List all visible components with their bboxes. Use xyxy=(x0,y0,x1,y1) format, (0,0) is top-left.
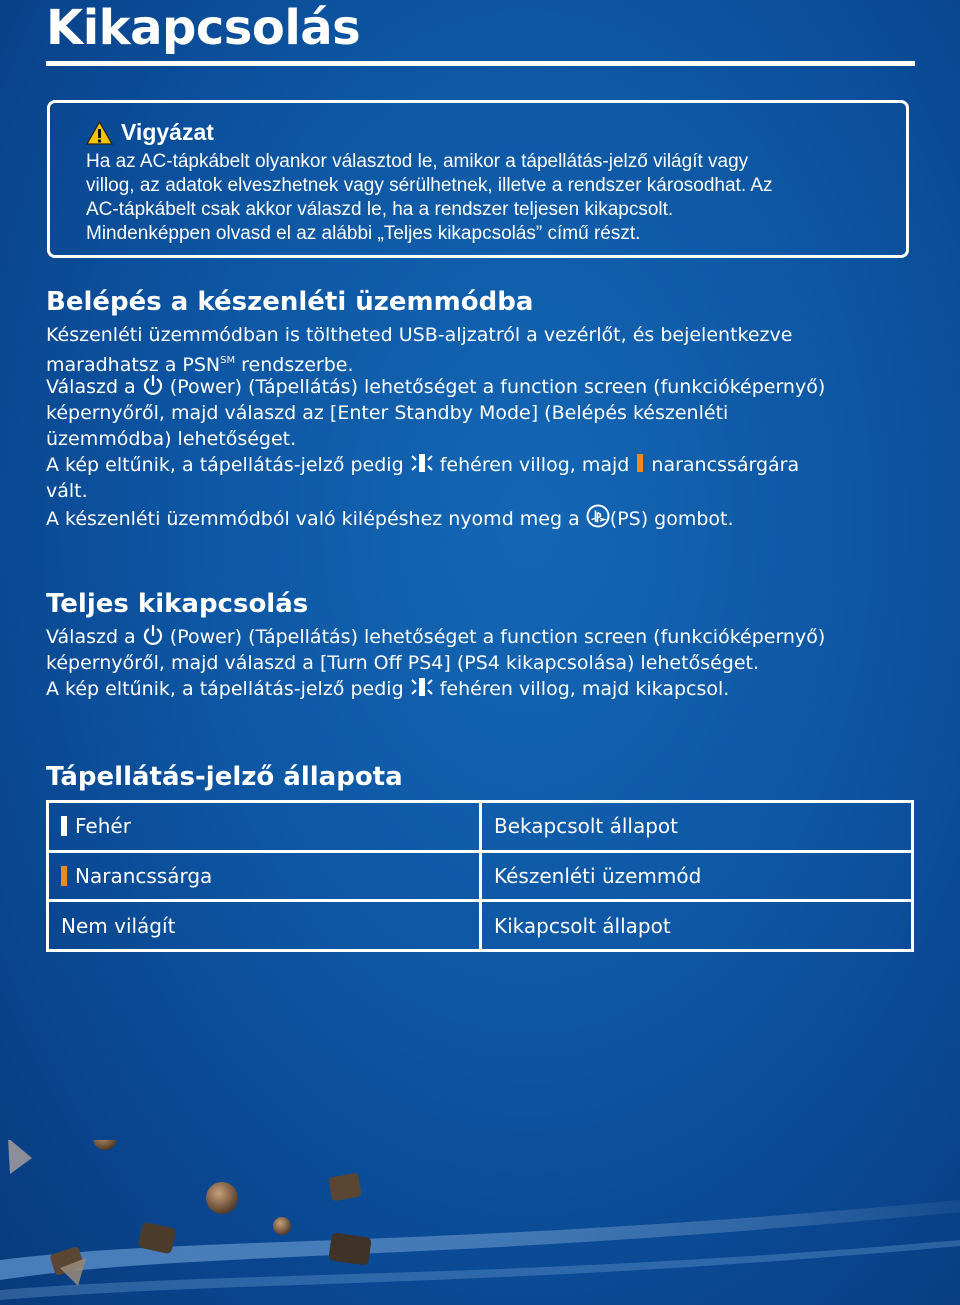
caution-line: AC-tápkábelt csak akkor válaszd le, ha a rendszer teljesen kikapcsolt. xyxy=(86,199,674,220)
text-span: narancssárgára xyxy=(645,454,800,476)
full-off-heading: Teljes kikapcsolás xyxy=(46,589,309,619)
table-row xyxy=(48,802,913,852)
text-span: maradhatsz a PSN xyxy=(46,354,221,376)
blinking-light-icon xyxy=(410,676,434,698)
caution-line: Mindenképpen olvasd el az alábbi „Teljes kikapcsolás” című részt. xyxy=(86,223,641,244)
text-span: Válaszd a xyxy=(46,376,142,398)
caution-box xyxy=(47,100,909,258)
ps-button-icon xyxy=(586,504,610,528)
standby-heading: Belépés a készenléti üzemmódba xyxy=(46,287,534,317)
state-cell: Kikapcsolt állapot xyxy=(481,901,913,951)
indicator-heading: Tápellátás-jelző állapota xyxy=(46,762,403,792)
text-span: rendszerbe. xyxy=(235,354,354,376)
color-cell xyxy=(48,851,481,901)
color-cell xyxy=(48,901,481,951)
text-span: (Power) (Tápellátás) lehetőséget a function screen (funkcióképernyő) xyxy=(169,376,826,398)
state-cell: Készenléti üzemmód xyxy=(481,851,913,901)
color-label: Nem világít xyxy=(61,913,176,938)
text-line xyxy=(46,374,916,400)
blinking-light-icon xyxy=(410,452,434,474)
color-cell xyxy=(48,802,481,852)
table-row xyxy=(48,851,913,901)
power-icon xyxy=(142,624,164,646)
color-label: Narancssárga xyxy=(75,863,213,888)
caution-line: Ha az AC-tápkábelt olyankor választod le, amikor a tápellátás-jelző világít vagy xyxy=(86,151,749,172)
decorative-particles-graphic xyxy=(0,1140,960,1305)
orange-light-icon xyxy=(61,866,67,886)
indicator-table xyxy=(46,800,914,952)
text-line: Készenléti üzemmódban is töltheted USB-aljzatról a vezérlőt, és bejelentkezve xyxy=(46,324,793,346)
white-light-icon xyxy=(61,816,67,836)
text-span: Válaszd a xyxy=(46,626,142,648)
text-span: A kép eltűnik, a tápellátás-jelző pedig xyxy=(46,678,410,700)
standby-text xyxy=(46,322,916,530)
color-label: Fehér xyxy=(75,814,131,839)
text-span: A kép eltűnik, a tápellátás-jelző pedig xyxy=(46,454,410,476)
text-line: vált. xyxy=(46,480,88,502)
text-line xyxy=(46,452,916,478)
caution-text xyxy=(86,150,886,246)
text-line: képernyőről, majd válaszd az [Enter Standby Mode] (Belépés készenléti xyxy=(46,402,729,424)
text-line xyxy=(46,624,916,650)
warning-triangle-icon xyxy=(86,121,113,145)
text-line xyxy=(46,676,916,702)
text-line: képernyőről, majd válaszd a [Turn Off PS4] (PS4 kikapcsolása) lehetőséget. xyxy=(46,652,760,674)
caution-line: villog, az adatok elveszhetnek vagy sérülhetnek, illetve a rendszer károsodhat. Az xyxy=(86,175,773,196)
text-line xyxy=(46,348,916,374)
caution-heading-text: Vigyázat xyxy=(121,119,214,145)
orange-light-icon xyxy=(635,452,645,474)
full-off-text xyxy=(46,624,916,702)
text-span: fehéren villog, majd xyxy=(433,454,636,476)
text-line: üzemmódba) lehetőséget. xyxy=(46,428,297,450)
state-cell: Bekapcsolt állapot xyxy=(481,802,913,852)
text-span: fehéren villog, majd kikapcsol. xyxy=(433,678,730,700)
text-span: (PS) gombot. xyxy=(609,508,734,530)
caution-heading xyxy=(86,119,214,146)
page-title: Kikapcsolás xyxy=(46,0,361,56)
title-rule xyxy=(46,61,915,66)
text-span: (Power) (Tápellátás) lehetőséget a function screen (funkcióképernyő) xyxy=(169,626,826,648)
text-line xyxy=(46,504,916,530)
power-icon xyxy=(142,374,164,396)
text-span: A készenléti üzemmódból való kilépéshez nyomd meg a xyxy=(46,508,586,530)
service-mark: SM xyxy=(220,355,236,366)
table-row xyxy=(48,901,913,951)
